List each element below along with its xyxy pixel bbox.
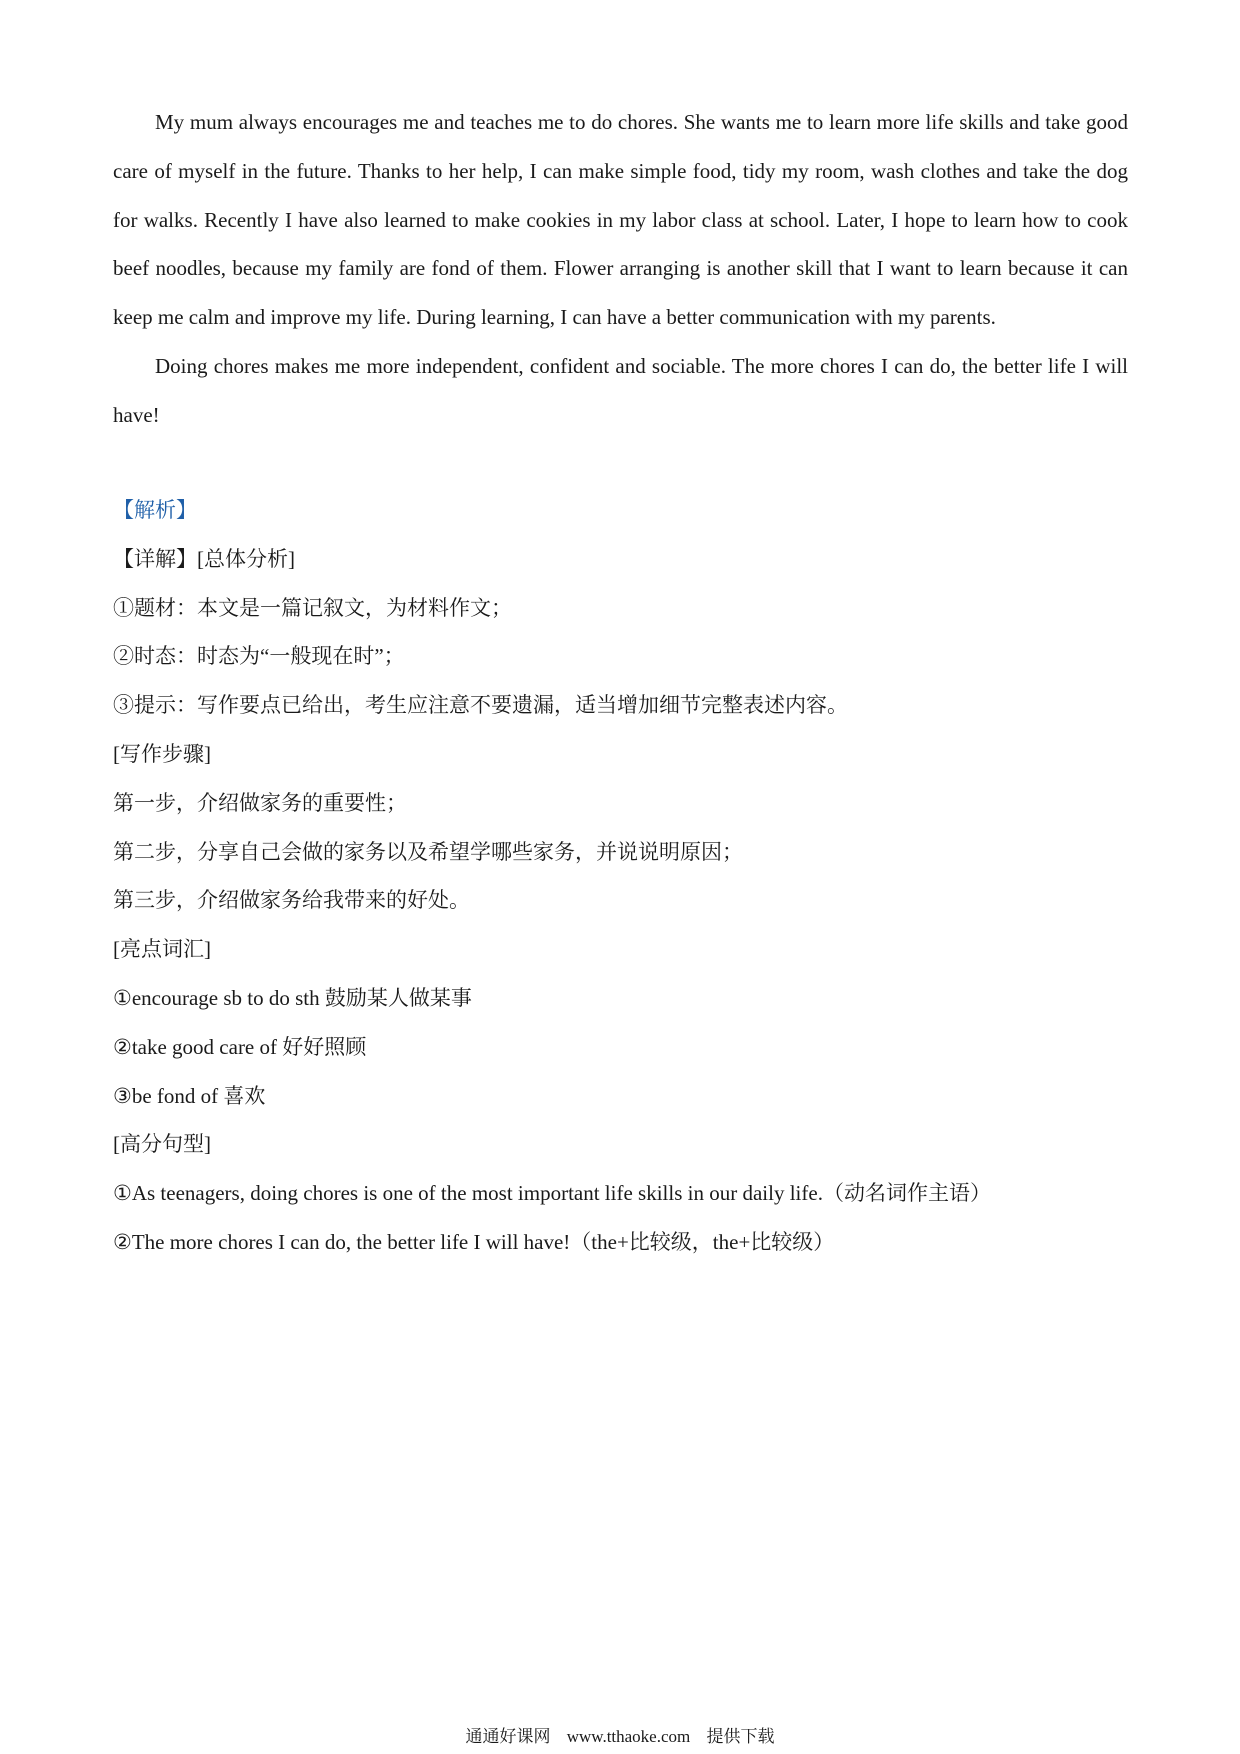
step-item: 第二步，分享自己会做的家务以及希望学哪些家务，并说说明原因； — [113, 839, 743, 864]
footer-site-name: 通通好课网 — [465, 1727, 551, 1746]
footer-suffix: 提供下载 — [706, 1727, 775, 1746]
vocab-item: ①encourage sb to do sth 鼓励某人做某事 — [113, 985, 472, 1010]
vocab-heading: [亮点词汇] — [113, 937, 211, 962]
essay-body — [113, 98, 1128, 440]
footer-url[interactable]: www.tthaoke.com — [566, 1727, 691, 1746]
analysis-section — [113, 486, 1128, 1267]
overview-item: ②时态：时态为“一般现在时”； — [113, 644, 405, 669]
essay-paragraph-2: Doing chores makes me more independent, confident and sociable. The more chores I can do, the better life I will have! — [113, 353, 1128, 427]
step-item: 第三步，介绍做家务给我带来的好处。 — [113, 888, 470, 913]
sentence-item: ①As teenagers, doing chores is one of the most important life skills in our daily life.（动名词作主语） — [113, 1181, 991, 1206]
vocab-item: ②take good care of 好好照顾 — [113, 1034, 367, 1059]
steps-heading: [写作步骤] — [113, 741, 211, 766]
step-item: 第一步，介绍做家务的重要性； — [113, 790, 407, 815]
overview-item: ①题材：本文是一篇记叙文，为材料作文； — [113, 595, 512, 620]
essay-paragraph-1: My mum always encourages me and teaches me to do chores. She wants me to learn more life skills and take good care of myself in the future. Thanks to her help, I can make simple food, tidy my room, wash clothes and take the dog for walks. Recently I have also learned to make cookies in my labor class at school. Later, I hope to learn how to cook beef noodles, because my family are fond of them. Flower arranging is another skill that I want to learn because it can keep me calm and improve my life. During learning, I can have a better communication with my parents. — [113, 110, 1128, 330]
sentences-heading: [高分句型] — [113, 1132, 211, 1157]
overview-item: ③提示：写作要点已给出，考生应注意不要遗漏，适当增加细节完整表述内容。 — [113, 693, 848, 718]
vocab-item: ③be fond of 喜欢 — [113, 1083, 266, 1108]
detail-heading: 【详解】[总体分析] — [113, 546, 295, 571]
page-footer — [0, 1725, 1240, 1749]
sentence-item: ②The more chores I can do, the better life I will have!（the+比较级，the+比较级） — [113, 1229, 835, 1254]
analysis-heading: 【解析】 — [113, 498, 197, 522]
